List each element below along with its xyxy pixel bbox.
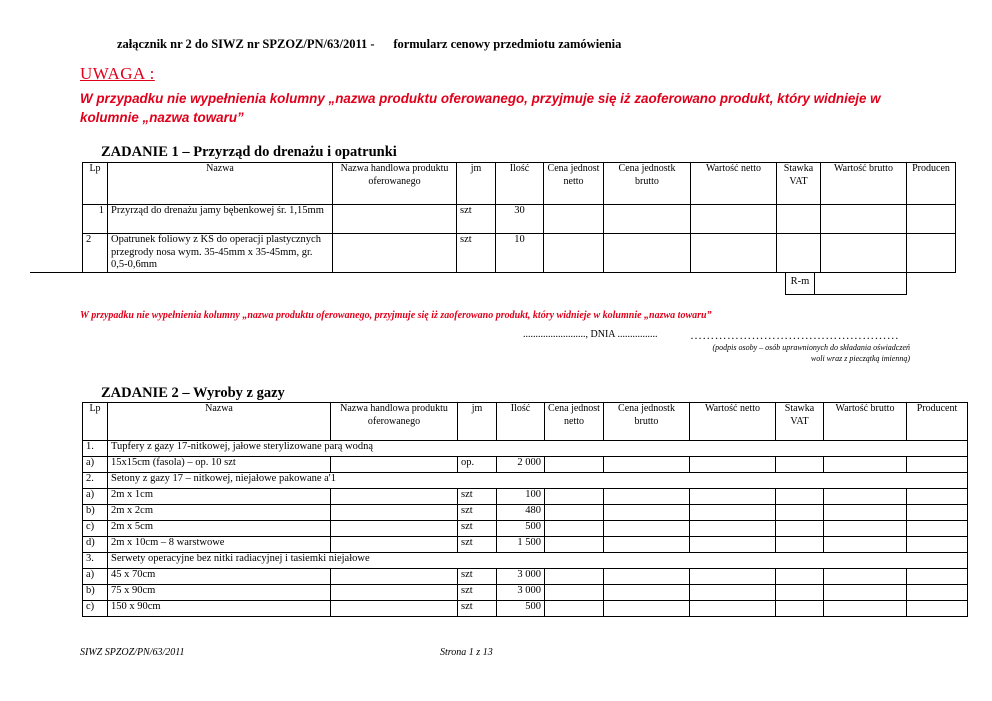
empty-cell (824, 585, 907, 601)
column-header: Nazwa handlowa produktu oferowanego (333, 163, 457, 205)
empty-cell (604, 537, 690, 553)
table-row (83, 521, 968, 537)
empty-cell (824, 489, 907, 505)
form-title: formularz cenowy przedmiotu zamówienia (393, 37, 622, 51)
empty-cell (604, 601, 690, 617)
row-lp: a) (83, 489, 108, 505)
row-unit: szt (457, 205, 496, 234)
empty-cell (776, 601, 824, 617)
column-header: Cena jednost netto (544, 163, 604, 205)
column-header: jm (457, 163, 496, 205)
column-header: Producen (907, 163, 956, 205)
empty-cell (545, 585, 604, 601)
row-unit: szt (458, 489, 497, 505)
column-header: Ilość (497, 403, 545, 441)
row-unit: szt (458, 585, 497, 601)
signature-line: …………………………………………… (690, 328, 900, 342)
empty-cell (690, 601, 776, 617)
empty-cell (604, 205, 691, 234)
row-unit: szt (458, 537, 497, 553)
empty-cell (776, 457, 824, 473)
row-lp: 1 (83, 205, 108, 234)
document-header (117, 37, 621, 52)
empty-cell (824, 569, 907, 585)
empty-cell (604, 585, 690, 601)
row-name: Przyrząd do drenażu jamy bębenkowej śr. 1,15mm (108, 205, 333, 234)
row-lp: 1. (83, 441, 108, 457)
trade-name-cell (333, 234, 457, 273)
trade-name-cell (331, 569, 458, 585)
zad2-header-row (83, 403, 968, 441)
empty-cell (907, 537, 968, 553)
date-line: ........................., DNIA ................ (523, 329, 658, 340)
empty-cell (907, 585, 968, 601)
empty-cell (776, 521, 824, 537)
empty-cell (690, 521, 776, 537)
empty-cell (604, 521, 690, 537)
zad2-title: ZADANIE 2 – Wyroby z gazy (101, 385, 285, 401)
row-quantity: 500 (497, 521, 545, 537)
table-row (83, 537, 968, 553)
row-lp: a) (83, 457, 108, 473)
empty-cell (691, 205, 777, 234)
rm-label: R-m (786, 273, 815, 294)
row-lp: b) (83, 585, 108, 601)
signature-caption: (podpis osoby – osób uprawnionych do składania oświadczeń woli wraz z pieczątką imienną) (712, 343, 910, 363)
row-lp: b) (83, 505, 108, 521)
row-name: 2m x 10cm – 8 warstwowe (108, 537, 331, 553)
empty-cell (604, 489, 690, 505)
empty-cell (690, 489, 776, 505)
empty-cell (907, 569, 968, 585)
row-name: 2m x 2cm (108, 505, 331, 521)
empty-cell (545, 601, 604, 617)
page-number: Strona 1 z 13 (440, 647, 493, 658)
empty-cell (824, 601, 907, 617)
column-header: Cena jednostk brutto (604, 403, 690, 441)
trade-name-cell (331, 601, 458, 617)
trade-name-cell (331, 537, 458, 553)
table-row (83, 505, 968, 521)
empty-cell (690, 585, 776, 601)
zad1-header-row (83, 163, 956, 205)
empty-cell (824, 505, 907, 521)
column-header: Cena jednost netto (545, 403, 604, 441)
empty-cell (690, 537, 776, 553)
empty-cell (604, 234, 691, 273)
row-lp: d) (83, 537, 108, 553)
zad2-table (82, 402, 968, 617)
column-header: Stawka VAT (777, 163, 821, 205)
group-name: Setony z gazy 17 – nitkowej, niejałowe pakowane a'1 (108, 473, 968, 489)
empty-cell (545, 505, 604, 521)
row-unit: szt (458, 521, 497, 537)
group-name: Tupfery z gazy 17-nitkowej, jałowe sterylizowane parą wodną (108, 441, 968, 457)
row-name: 2m x 5cm (108, 521, 331, 537)
column-header: Wartość brutto (821, 163, 907, 205)
row-unit: szt (458, 505, 497, 521)
row-lp: c) (83, 601, 108, 617)
trade-name-cell (331, 521, 458, 537)
row-name: 2m x 1cm (108, 489, 331, 505)
empty-cell (777, 205, 821, 234)
row-lp: 2 (83, 234, 108, 273)
zad1-title: ZADANIE 1 – Przyrząd do drenażu i opatrunki (101, 144, 397, 160)
empty-cell (545, 569, 604, 585)
row-name: 15x15cm (fasola) – op. 10 szt (108, 457, 331, 473)
notice-title: UWAGA : (80, 64, 155, 83)
divider-line (30, 272, 816, 273)
trade-name-cell (333, 205, 457, 234)
empty-cell (821, 205, 907, 234)
column-header: Nazwa handlowa produktu oferowanego (331, 403, 458, 441)
table-row (83, 489, 968, 505)
trade-name-cell (331, 489, 458, 505)
empty-cell (544, 234, 604, 273)
row-unit: op. (458, 457, 497, 473)
empty-cell (545, 489, 604, 505)
row-lp: a) (83, 569, 108, 585)
row-lp: 3. (83, 553, 108, 569)
row-quantity: 100 (497, 489, 545, 505)
empty-cell (776, 489, 824, 505)
row-unit: szt (457, 234, 496, 273)
row-name: 45 x 70cm (108, 569, 331, 585)
row-name: Opatrunek foliowy z KS do operacji plastycznych przegrody nosa wym. 35-45mm x 35-45mm, gr. 0,5-0,6mm (108, 234, 333, 273)
row-quantity: 3 000 (497, 569, 545, 585)
empty-cell (824, 521, 907, 537)
empty-cell (907, 205, 956, 234)
trade-name-cell (331, 585, 458, 601)
row-name: 150 x 90cm (108, 601, 331, 617)
column-header: Wartość netto (691, 163, 777, 205)
row-quantity: 10 (496, 234, 544, 273)
table-row (83, 585, 968, 601)
empty-cell (690, 505, 776, 521)
rm-box (785, 273, 907, 295)
empty-cell (821, 234, 907, 273)
row-lp: c) (83, 521, 108, 537)
attachment-ref: załącznik nr 2 do SIWZ nr SPZOZ/PN/63/2011 - (117, 37, 375, 51)
column-header: Lp (83, 163, 108, 205)
row-quantity: 500 (497, 601, 545, 617)
empty-cell (776, 537, 824, 553)
table-row (83, 457, 968, 473)
empty-cell (824, 457, 907, 473)
empty-cell (907, 505, 968, 521)
notice-small: W przypadku nie wypełnienia kolumny „nazwa produktu oferowanego, przyjmuje się iż zaoferowano produkt, który widnieje w kolumnie „nazwa towaru” (80, 310, 712, 321)
row-unit: szt (458, 601, 497, 617)
empty-cell (907, 601, 968, 617)
empty-cell (691, 234, 777, 273)
trade-name-cell (331, 457, 458, 473)
empty-cell (907, 521, 968, 537)
footer-ref: SIWZ SPZOZ/PN/63/2011 (80, 647, 185, 658)
empty-cell (545, 457, 604, 473)
row-quantity: 30 (496, 205, 544, 234)
column-header: Lp (83, 403, 108, 441)
column-header: Wartość brutto (824, 403, 907, 441)
row-quantity: 1 500 (497, 537, 545, 553)
row-unit: szt (458, 569, 497, 585)
column-header: jm (458, 403, 497, 441)
empty-cell (824, 537, 907, 553)
empty-cell (544, 205, 604, 234)
trade-name-cell (331, 505, 458, 521)
group-row (83, 553, 968, 569)
empty-cell (545, 537, 604, 553)
row-quantity: 3 000 (497, 585, 545, 601)
empty-cell (545, 521, 604, 537)
table-row (83, 234, 956, 273)
empty-cell (776, 569, 824, 585)
row-name: 75 x 90cm (108, 585, 331, 601)
column-header: Nazwa (108, 403, 331, 441)
column-header: Nazwa (108, 163, 333, 205)
empty-cell (907, 489, 968, 505)
empty-cell (604, 505, 690, 521)
group-row (83, 473, 968, 489)
empty-cell (690, 569, 776, 585)
column-header: Cena jednostk brutto (604, 163, 691, 205)
row-quantity: 480 (497, 505, 545, 521)
empty-cell (776, 505, 824, 521)
table-row (83, 601, 968, 617)
group-name: Serwety operacyjne bez nitki radiacyjnej i tasiemki niejałowe (108, 553, 968, 569)
empty-cell (776, 585, 824, 601)
empty-cell (604, 457, 690, 473)
table-row (83, 569, 968, 585)
row-quantity: 2 000 (497, 457, 545, 473)
empty-cell (604, 569, 690, 585)
table-row (83, 205, 956, 234)
column-header: Ilość (496, 163, 544, 205)
empty-cell (907, 234, 956, 273)
empty-cell (777, 234, 821, 273)
group-row (83, 441, 968, 457)
empty-cell (907, 457, 968, 473)
notice-text: W przypadku nie wypełnienia kolumny „nazwa produktu oferowanego, przyjmuje się iż zaoferowano produkt, który widnieje w kolumnie „nazwa towaru” (80, 91, 881, 125)
column-header: Producent (907, 403, 968, 441)
row-lp: 2. (83, 473, 108, 489)
column-header: Stawka VAT (776, 403, 824, 441)
zad1-table (82, 162, 956, 273)
empty-cell (690, 457, 776, 473)
column-header: Wartość netto (690, 403, 776, 441)
